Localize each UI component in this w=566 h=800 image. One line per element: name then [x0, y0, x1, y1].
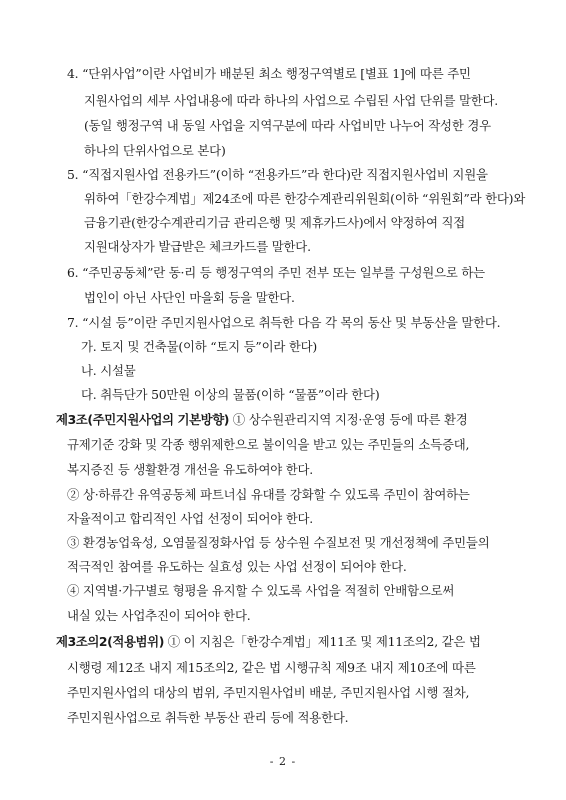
article-3-heading: 제3조(주민지원사업의 기본방향) — [56, 412, 230, 427]
article-3-2-line-1 — [56, 633, 481, 651]
item-7-sub-ga: 가. 토지 및 건축물(이하 “토지 등”이라 한다) — [81, 339, 318, 354]
article-3-2-heading: 제3조의2(적용범위) — [56, 634, 164, 649]
article-3-para-4-line-1: ④ 지역별·가구별로 형평을 유지할 수 있도록 사업을 적절히 안배함으로써 — [67, 583, 455, 598]
item-5-line-1: 5. “직접지원사업 전용카드”(이하 “전용카드”라 한다)란 직접지원사업비 지원을 — [67, 167, 488, 182]
item-7-line-1: 7. “시설 등”이란 주민지원사업으로 취득한 다음 각 목의 동산 및 부동산을 말한다. — [67, 315, 501, 330]
item-6-line-1: 6. “주민공동체”란 동·리 등 행정구역의 주민 전부 또는 일부를 구성원으로 하는 — [67, 265, 485, 280]
item-4-line-1: 4. “단위사업”이란 사업비가 배분된 최소 행정구역별로 [별표 1]에 따른 주민 — [67, 66, 471, 81]
article-3-para-3-line-1: ③ 환경농업육성, 오염물질정화사업 등 상수원 수질보전 및 개선정책에 주민들의 — [67, 535, 490, 550]
article-3-2-line-2: 시행령 제12조 내지 제15조의2, 같은 법 시행규칙 제9조 내지 제10조에 따른 — [67, 660, 476, 675]
item-4-line-3: (동일 행정구역 내 동일 사업을 지역구분에 따라 사업비만 나누어 작성한 경우 — [84, 118, 491, 133]
item-7-sub-da: 다. 취득단가 50만원 이상의 물품(이하 “물품”이라 한다) — [81, 387, 380, 402]
article-3-para-2-line-1: ② 상·하류간 유역공동체 파트너십 유대를 강화할 수 있도록 주민이 참여하는 — [67, 487, 470, 502]
article-3-para-2-line-2: 자율적이고 합리적인 사업 선정이 되어야 한다. — [67, 511, 314, 526]
item-4-line-2: 지원사업의 세부 사업내용에 따라 하나의 사업으로 수립된 사업 단위를 말한다. — [84, 93, 499, 108]
item-5-line-3: 금융기관(한강수계관리기금 관리은행 및 제휴카드사)에서 약정하여 직접 — [84, 215, 466, 230]
item-5-line-4: 지원대상자가 발급받은 체크카드를 말한다. — [84, 239, 311, 254]
article-3-2-line-3: 주민지원사업의 대상의 범위, 주민지원사업비 배분, 주민지원사업 시행 절차, — [67, 685, 470, 700]
article-3-para-1-start: ① 상수원관리지역 지정·운영 등에 따른 환경 — [229, 412, 468, 427]
item-6-line-2: 법인이 아닌 사단인 마을회 등을 말한다. — [84, 290, 295, 305]
article-3-para-3-line-2: 적극적인 참여를 유도하는 실효성 있는 사업 선정이 되어야 한다. — [67, 559, 407, 574]
article-3-2-para-start: ① 이 지침은「한강수계법」제11조 및 제11조의2, 같은 법 — [163, 634, 481, 649]
page-number: - 2 - — [269, 755, 297, 768]
item-7-sub-na: 나. 시설물 — [81, 363, 136, 378]
item-5-line-2: 위하여「한강수계법」제24조에 따른 한강수계관리위원회(이하 “위원회”라 한다)와 — [84, 191, 526, 206]
article-3-para-4-line-2: 내실 있는 사업추진이 되어야 한다. — [67, 608, 251, 623]
item-4-line-4: 하나의 단위사업으로 본다) — [84, 143, 226, 158]
article-3-line-1 — [56, 411, 468, 429]
article-3-para-1-line-2: 규제기준 강화 및 각종 행위제한으로 불이익을 받고 있는 주민들의 소득증대, — [67, 437, 470, 452]
article-3-para-1-line-3: 복지증진 등 생활환경 개선을 유도하여야 한다. — [67, 462, 314, 477]
article-3-2-line-4: 주민지원사업으로 취득한 부동산 관리 등에 적용한다. — [67, 710, 349, 725]
